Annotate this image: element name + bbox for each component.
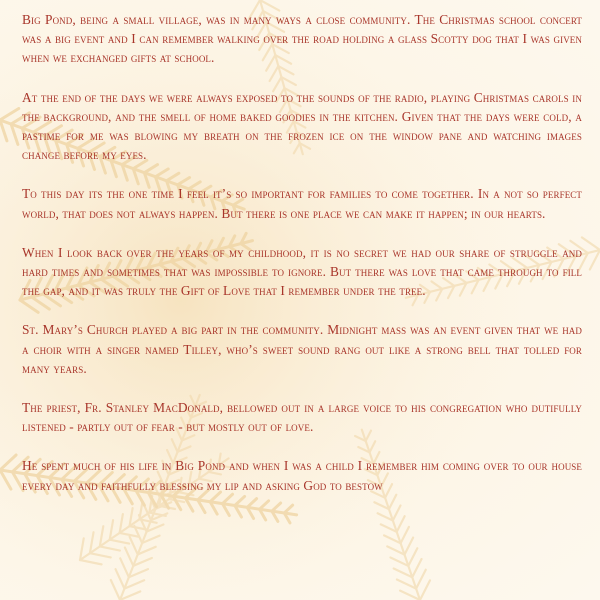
paragraph: At the end of the days we were always exposed to the sounds of the radio, playing Christmas carols in the background, and the smell of home baked goodies in the kitchen. Given that the days were cold, a pastime for me was blowing my breath on the frozen ice on the window pane and watching images change before my eyes. bbox=[22, 89, 582, 163]
paragraph: When I look back over the years of my childhood, it is no secret we had our share of struggle and hard times and sometimes that was impossible to ignore. But there was love that came through to fill the gap, and it was truly the Gift of Love that I remember under the tree. bbox=[22, 244, 582, 299]
paragraph: To this day its the one time I feel it’s so important for families to come together. In a not so perfect world, that does not always happen. But there is one place we can make it happen; in our hearts. bbox=[22, 186, 582, 221]
paragraph: Big Pond, being a small village, was in many ways a close community. The Christmas school concert was a big event and I can remember walking over the road holding a glass Scotty dog that I was given when we exchanged gifts at school. bbox=[22, 12, 582, 66]
paragraph: St. Mary’s Church played a big part in the community. Midnight mass was an event given that we had a choir with a singer named Tilley, who’s sweet sound rang out like a strong bell that tolled for many years. bbox=[22, 322, 582, 376]
paragraph: He spent much of his life in Big Pond and when I was a child I remember him coming over to our house every day and faithfully blessing my lip and asking God to bestow bbox=[22, 458, 582, 493]
story-text bbox=[22, 10, 582, 515]
paragraph: The priest, Fr. Stanley MacDonald, bellowed out in a large voice to his congregation who dutifully listened - partly out of fear - but mostly out of love. bbox=[22, 400, 582, 435]
